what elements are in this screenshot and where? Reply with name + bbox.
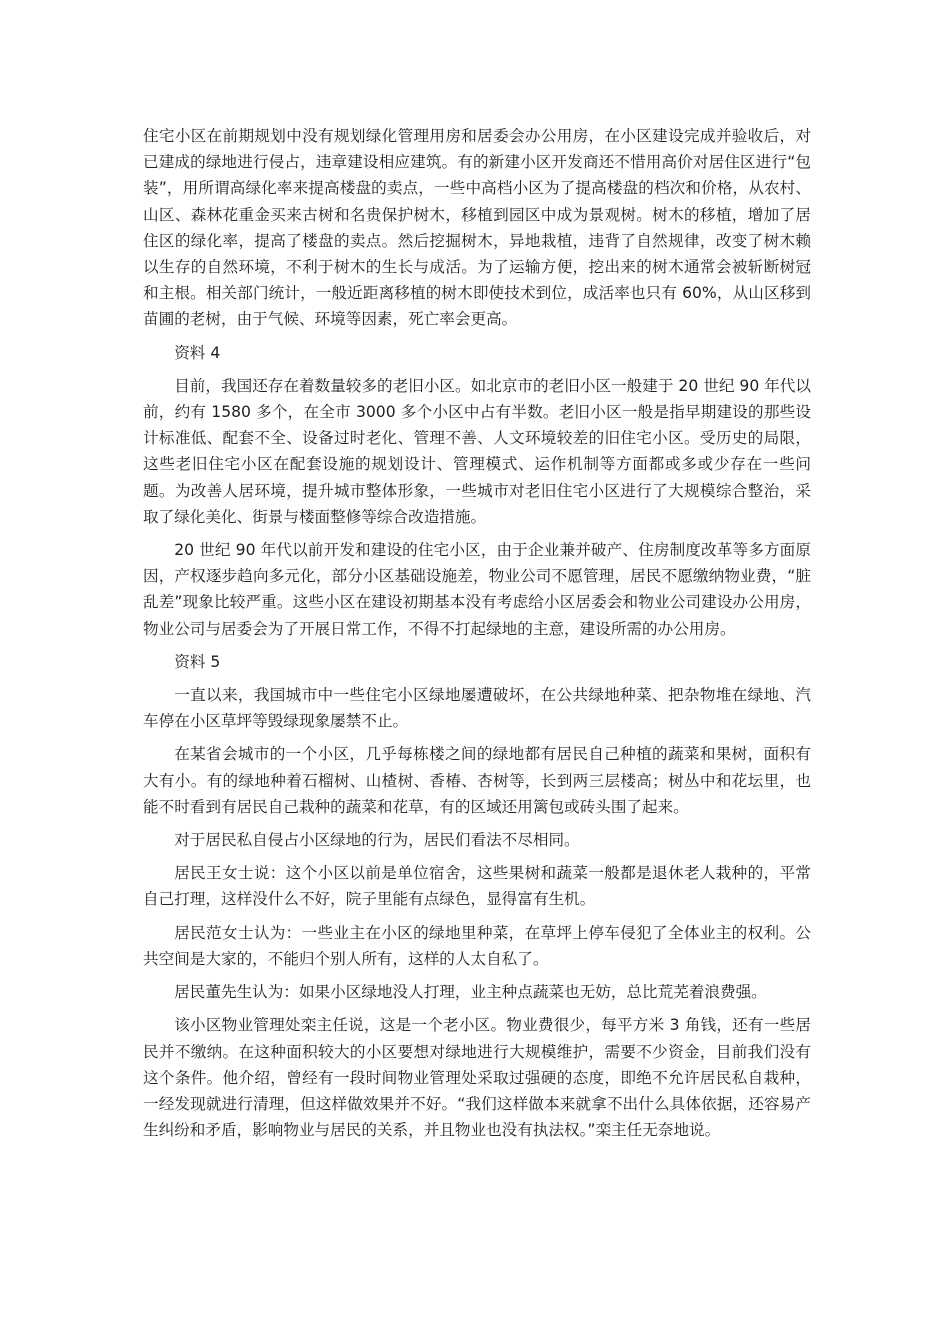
paragraph-1: 住宅小区在前期规划中没有规划绿化管理用房和居委会办公用房，在小区建设完成并验收后，对已建成的绿地进行侵占，违章建设相应建筑。有的新建小区开发商还不惜用高价对居住区进行“包装”，用所谓高绿化率来提高楼盘的卖点，一些中高档小区为了提高楼盘的档次和价格，从农村、山区、森林花重金买来古树和名贵保护树木，移植到园区中成为景观树。树木的移植，增加了居住区的绿化率，提高了楼盘的卖点。然后挖掘树木，异地栽植，违背了自然规律，改变了树木赖以生存的自然环境，不利于树木的生长与成活。为了运输方便，挖出来的树木通常会被斩断树冠和主根。相关部门统计，一般近距离移植的树木即使技术到位，成活率也只有 60%，从山区移到苗圃的老树，由于气候、环境等因素，死亡率会更高。	[143, 127, 811, 329]
heading-material-5: 资料 5	[174, 652, 221, 671]
paragraph-5: 在某省会城市的一个小区，几乎每栋楼之间的绿地都有居民自己种植的蔬菜和果树，面积有大有小。有的绿地种着石榴树、山楂树、香椿、杏树等，长到两三层楼高；树丛中和花坛里，也能不时看到有居民自己栽种的蔬菜和花草，有的区域还用篱包或砖头围了起来。	[143, 745, 811, 816]
paragraph-6: 对于居民私自侵占小区绿地的行为，居民们看法不尽相同。	[174, 831, 580, 850]
paragraph-8: 居民范女士认为：一些业主在小区的绿地里种菜，在草坪上停车侵犯了全体业主的权利。公共空间是大家的，不能归个别人所有，这样的人太自私了。	[143, 923, 811, 968]
paragraph-10: 该小区物业管理处栾主任说，这是一个老小区。物业费很少，每平方米 3 角钱，还有一些居民并不缴纳。在这种面积较大的小区要想对绿地进行大规模维护，需要不少资金，目前我们没有这个条件。他介绍，曾经有一段时间物业管理处采取过强硬的态度，即绝不允许居民私自栽种，一经发现就进行清理，但这样做效果并不好。“我们这样做本来就拿不出什么具体依据，还容易产生纠纷和矛盾，影响物业与居民的关系，并且物业也没有执法权。”栾主任无奈地说。	[143, 1016, 811, 1140]
paragraph-9: 居民董先生认为：如果小区绿地没人打理，业主种点蔬菜也无妨，总比荒芜着浪费强。	[174, 983, 767, 1002]
paragraph-4: 一直以来，我国城市中一些住宅小区绿地屡遭破坏，在公共绿地种菜、把杂物堆在绿地、汽车停在小区草坪等毁绿现象屡禁不止。	[143, 686, 811, 731]
paragraph-3: 20 世纪 90 年代以前开发和建设的住宅小区，由于企业兼并破产、住房制度改革等多方面原因，产权逐步趋向多元化，部分小区基础设施差，物业公司不愿管理，居民不愿缴纳物业费，“脏乱差”现象比较严重。这些小区在建设初期基本没有考虑给小区居委会和物业公司建设办公用房，物业公司与居委会为了开展日常工作，不得不打起绿地的主意，建设所需的办公用房。	[143, 541, 811, 638]
heading-material-4: 资料 4	[174, 343, 221, 362]
document-page	[143, 123, 811, 1150]
paragraph-2: 目前，我国还存在着数量较多的老旧小区。如北京市的老旧小区一般建于 20 世纪 90 年代以前，约有 1580 多个，在全市 3000 多个小区中占有半数。老旧小区一般是指早期建设的那些设计标准低、配套不全、设备过时老化、管理不善、人文环境较差的旧住宅小区。受历史的局限，这些老旧住宅小区在配套设施的规划设计、管理模式、运作机制等方面都或多或少存在一些问题。为改善人居环境，提升城市整体形象，一些城市对老旧住宅小区进行了大规模综合整治，采取了绿化美化、街景与楼面整修等综合改造措施。	[143, 376, 811, 526]
paragraph-7: 居民王女士说：这个小区以前是单位宿舍，这些果树和蔬菜一般都是退休老人栽种的，平常自己打理，这样没什么不好，院子里能有点绿色，显得富有生机。	[143, 864, 811, 909]
